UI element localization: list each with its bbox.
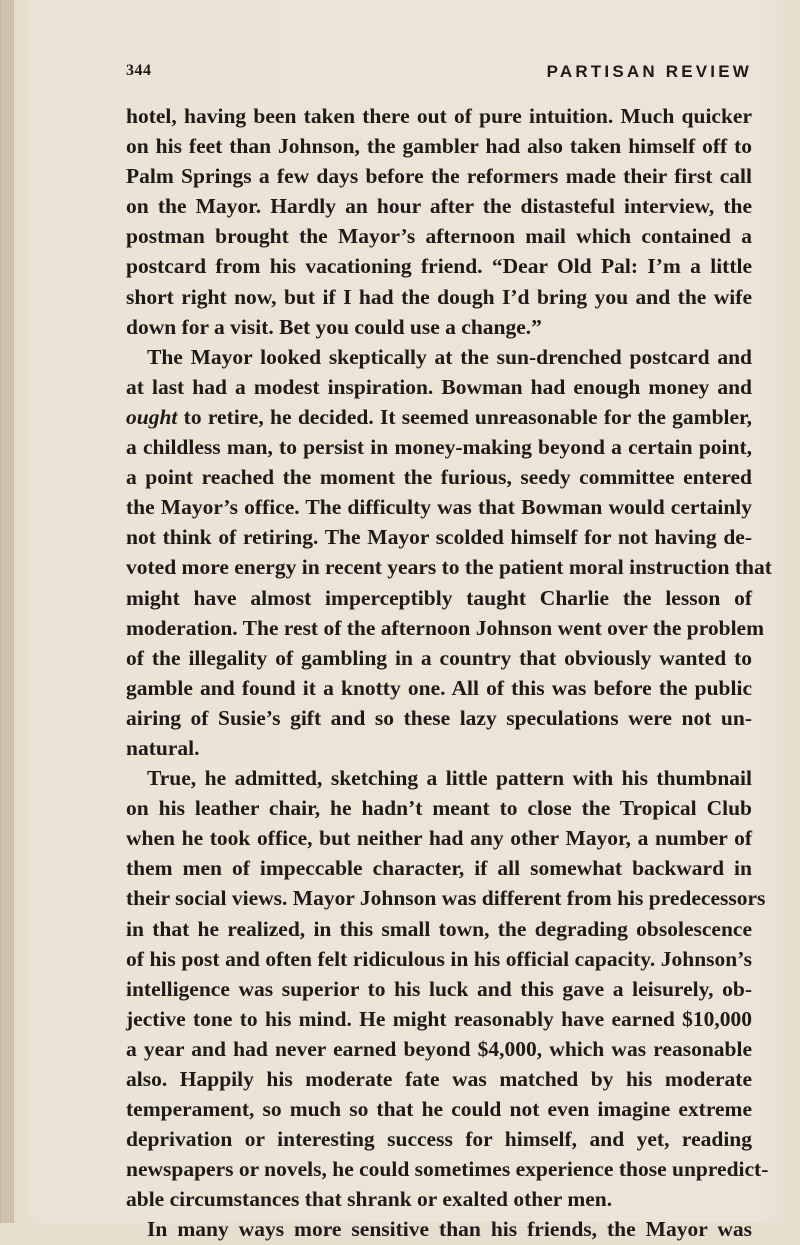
text-line: a year and had never earned beyond $4,000, which was reasonable [126, 1036, 752, 1061]
text-line: airing of Susie’s gift and so these lazy speculations were not un- [126, 705, 752, 730]
text-line: The Mayor looked skeptically at the sun-drenched postcard and [147, 344, 752, 369]
text-line: True, he admitted, sketching a little pattern with his thumbnail [147, 766, 752, 791]
text-line: in that he realized, in this small town, the degrading obsolescence [126, 916, 752, 941]
emphasis-word: ought [126, 404, 178, 429]
text-line: on the Mayor. Hardly an hour after the distasteful interview, the [126, 194, 752, 219]
text-line: them men of impeccable character, if all somewhat backward in [126, 856, 752, 881]
text-line: might have almost imperceptibly taught Charlie the lesson of [126, 585, 752, 610]
text-line: on his feet than Johnson, the gambler had also taken himself off to [126, 134, 752, 159]
text-line: their social views. Mayor Johnson was different from his predecessors [126, 886, 766, 911]
running-head [126, 62, 752, 86]
text-line: the Mayor’s office. The difficulty was that Bowman would certainly [126, 495, 752, 520]
text-line: at last had a modest inspiration. Bowman had enough money and [126, 374, 752, 399]
text-line: gamble and found it a knotty one. All of this was before the public [126, 675, 752, 700]
text-line: intelligence was superior to his luck and this gave a leisurely, ob- [126, 976, 752, 1001]
text-line: able circumstances that shrank or exalted other men. [126, 1187, 613, 1212]
text-line: voted more energy in recent years to the patient moral instruction that [126, 555, 772, 580]
page-number: 344 [126, 62, 152, 79]
text-line-rest: to retire, he decided. It seemed unreasonable for the gambler, [177, 404, 752, 429]
text-line: also. Happily his moderate fate was matched by his moderate [126, 1067, 752, 1091]
text-line: temperament, so much so that he could not even imagine extreme [126, 1097, 752, 1122]
text-line: down for a visit. Bet you could use a change.” [126, 314, 542, 339]
text-line: short right now, but if I had the dough I’d bring you and the wife [126, 284, 752, 309]
text-line: hotel, having been taken there out of pure intuition. Much quicker [126, 104, 752, 128]
text-line: not think of retiring. The Mayor scolded himself for not having de- [126, 525, 752, 550]
text-line: of the illegality of gambling in a country that obviously wanted to [126, 645, 752, 670]
text-line: postman brought the Mayor’s afternoon mail which contained a [126, 224, 752, 249]
body-text [126, 101, 772, 1245]
text-line: natural. [126, 735, 200, 760]
text-line [126, 402, 752, 432]
text-line: of his post and often felt ridiculous in his official capacity. Johnson’s [126, 946, 752, 971]
text-line: deprivation or interesting success for himself, and yet, reading [126, 1127, 752, 1152]
text-line: a childless man, to persist in money-making beyond a certain point, [126, 435, 752, 460]
text-line: on his leather chair, he hadn’t meant to close the Tropical Club [126, 796, 752, 821]
text-line: In many ways more sensitive than his friends, the Mayor was [147, 1217, 752, 1242]
text-line: when he took office, but neither had any other Mayor, a number of [126, 826, 752, 851]
text-line: newspapers or novels, he could sometimes experience those unpredict- [126, 1157, 769, 1182]
text-line: moderation. The rest of the afternoon Johnson went over the problem [126, 615, 765, 640]
text-line: a point reached the moment the furious, seedy committee entered [126, 465, 752, 490]
text-line: postcard from his vacationing friend. “Dear Old Pal: I’m a little [126, 254, 752, 279]
page-spine-edge [0, 0, 14, 1223]
text-line: Palm Springs a few days before the reformers made their first call [126, 164, 752, 189]
journal-title: PARTISAN REVIEW [546, 62, 752, 81]
text-line: jective tone to his mind. He might reasonably have earned $10,000 [126, 1006, 752, 1031]
